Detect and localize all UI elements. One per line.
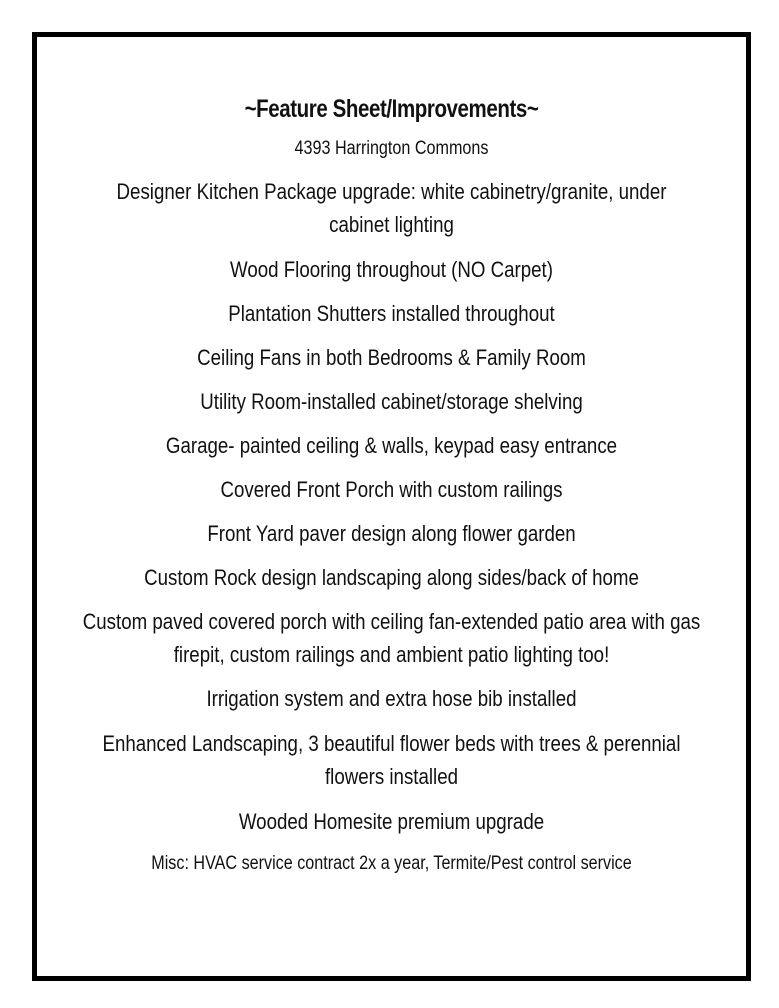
feature-item-kitchen: Designer Kitchen Package upgrade: white cabinetry/granite, under cabinet lighting [116, 179, 667, 237]
document-title: ~Feature Sheet/Improvements~ [244, 95, 539, 123]
feature-item-front-porch: Covered Front Porch with custom railings [220, 477, 563, 502]
feature-item-irrigation: Irrigation system and extra hose bib installed [206, 686, 577, 711]
feature-item-landscaping: Enhanced Landscaping, 3 beautiful flower beds with trees & perennial flowers installed [102, 731, 681, 789]
feature-item-front-yard: Front Yard paver design along flower garden [207, 521, 576, 546]
misc-note: Misc: HVAC service contract 2x a year, Termite/Pest control service [151, 853, 632, 874]
feature-item-homesite: Wooded Homesite premium upgrade [238, 809, 545, 834]
feature-item-shutters: Plantation Shutters installed throughout [228, 301, 555, 326]
page-border-frame [32, 32, 751, 981]
feature-item-ceiling-fans: Ceiling Fans in both Bedrooms & Family Room [197, 345, 586, 370]
feature-item-utility-room: Utility Room-installed cabinet/storage shelving [200, 389, 583, 414]
feature-item-rock-landscaping: Custom Rock design landscaping along sides/back of home [144, 565, 639, 590]
feature-item-flooring: Wood Flooring throughout (NO Carpet) [230, 257, 553, 282]
property-address: 4393 Harrington Commons [294, 138, 489, 159]
feature-item-patio: Custom paved covered porch with ceiling fan-extended patio area with gas firepit, custom railings and ambient patio lighting too! [82, 609, 701, 667]
feature-item-garage: Garage- painted ceiling & walls, keypad easy entrance [165, 433, 618, 458]
